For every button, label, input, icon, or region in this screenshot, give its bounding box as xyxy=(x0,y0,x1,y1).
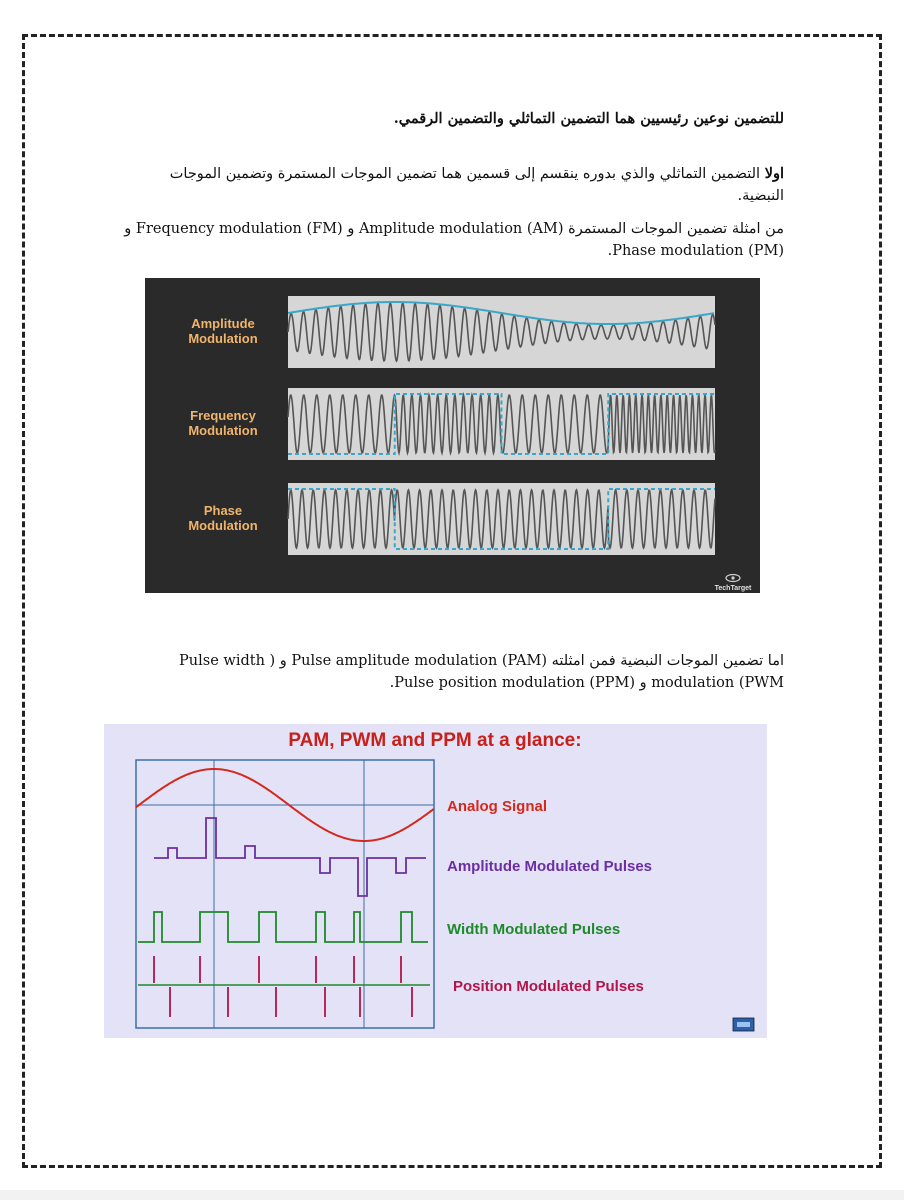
slide-icon-inner xyxy=(737,1022,750,1027)
signal-label: Position Modulated Pulses xyxy=(453,978,644,995)
modulation-label: Amplitude xyxy=(191,316,255,331)
paragraph-pulse-examples: اما تضمين الموجات النبضية فمن امثلته (Pulse amplitude modulation (PAM و ( Pulse width modulation (PWM و (Pulse position modulation (PPM. xyxy=(179,653,784,691)
modulation-label: Modulation xyxy=(188,518,258,533)
paragraph-analog-intro xyxy=(120,163,784,207)
paragraph-lead: اولا xyxy=(764,165,784,182)
modulation-label: Modulation xyxy=(188,423,258,438)
figure-title: PAM, PWM and PPM at a glance: xyxy=(288,730,582,751)
eye-pupil-icon xyxy=(731,576,734,579)
signal-label: Analog Signal xyxy=(447,798,548,815)
signal-label: Amplitude Modulated Pulses xyxy=(447,858,653,875)
logo-text: TechTarget xyxy=(714,585,752,592)
heading-text: للتضمين نوعين رئيسيين هما التضمين التماثلي والتضمين الرقمي. xyxy=(393,110,784,127)
modulation-types-figure xyxy=(145,278,760,593)
modulation-label: Phase xyxy=(203,503,243,518)
pam-pwm-ppm-figure xyxy=(104,724,767,1038)
signal-label: Width Modulated Pulses xyxy=(447,921,621,938)
modulation-label: Modulation xyxy=(188,331,258,346)
paragraph-continuous-examples: من امثلة تضمين الموجات المستمرة (Amplitude modulation (AM و (Frequency modulation (FM و Phase modulation (PM). xyxy=(124,221,784,259)
paragraph-body: التضمين التماثلي والذي بدوره ينقسم إلى قسمين هما تضمين الموجات المستمرة وتضمين الموجات النبضية. xyxy=(169,166,784,204)
page-bottom-strip xyxy=(0,1190,904,1200)
figure-background xyxy=(104,724,767,1038)
modulation-label: Frequency xyxy=(190,408,256,423)
